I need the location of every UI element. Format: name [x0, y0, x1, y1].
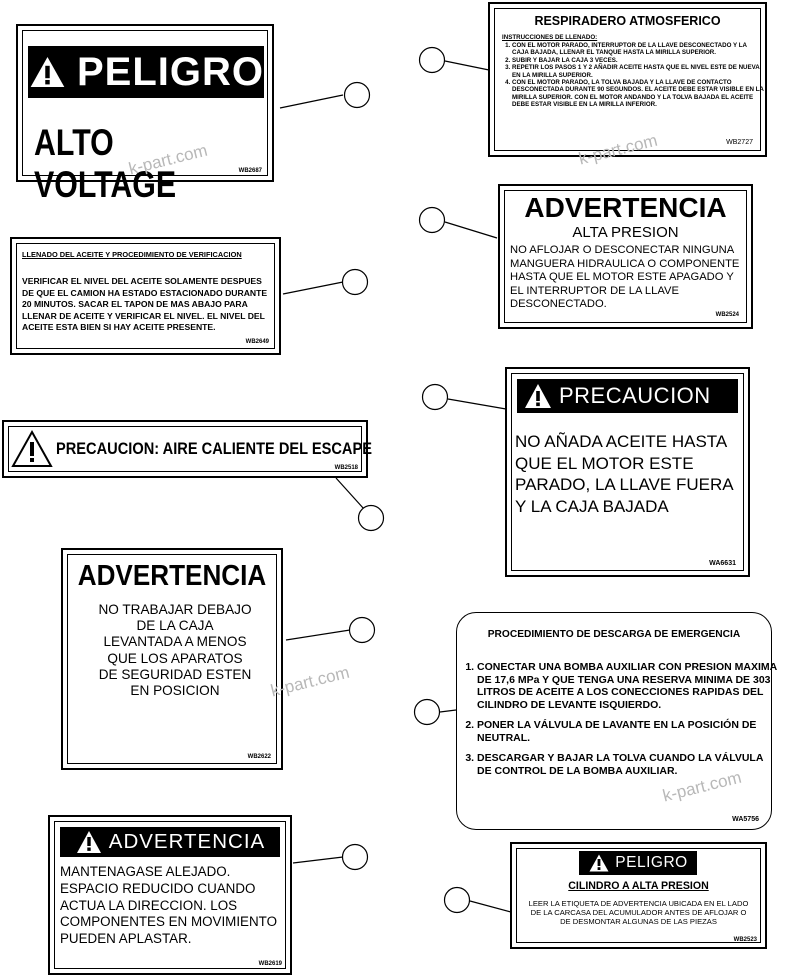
label-descarga-emergencia [456, 612, 777, 830]
label-advertencia-alta-presion [498, 184, 753, 329]
watermark: k-part.com [268, 662, 352, 701]
label-title: ADVERTENCIA [524, 192, 727, 223]
label-title: ADVERTENCIA [77, 560, 267, 592]
part-code: WB2687 [238, 168, 262, 174]
part-code: WB2523 [733, 937, 757, 943]
label-subtitle: ALTA PRESION [572, 224, 679, 241]
label-precaucion-aceite [505, 367, 750, 577]
part-code: WB2622 [247, 754, 271, 760]
label-body: NO TRABAJAR DEBAJO DE LA CAJA LEVANTADA A MENOS QUE LOS APARATOS DE SEGURIDAD ESTEN EN POSICION [98, 602, 252, 699]
banner-text: PELIGRO [76, 49, 264, 94]
label-body: LEER LA ETIQUETA DE ADVERTENCIA UBICADA EN EL LADO DE LA CARCASA DEL ACUMULADOR ANTES DE AFLOJAR O DE DESMONTAR ALGUNAS DE LAS PIEZAS [528, 899, 749, 926]
warning-triangle-icon [28, 52, 67, 92]
label-body: NO AFLOJAR O DESCONECTAR NINGUNA MANGUERA HIDRAULICA O COMPONENTE HASTA QUE EL MOTOR ESTE APAGADO Y EL INTERRUPTOR DE LA LLAVE DESCONECTADO. [510, 244, 740, 311]
label-title: RESPIRADERO ATMOSFERICO [534, 14, 721, 28]
advertencia-banner [60, 827, 280, 857]
callout-circle [343, 845, 368, 870]
leader-line [293, 857, 343, 863]
label-body: MANTENAGASE ALEJADO. ESPACIO REDUCIDO CUANDO ACTUA LA DIRECCION. LOS COMPONENTES EN MOVIMIENTO PUEDEN APLASTAR. [60, 864, 277, 947]
callout-circle [423, 385, 448, 410]
callout-circle [420, 48, 445, 73]
leader-line [440, 710, 456, 712]
leader-line [470, 901, 511, 912]
instructions-heading: INSTRUCCIONES DE LLENADO: [502, 34, 598, 41]
leader-line [336, 478, 364, 509]
warning-triangle-icon [588, 853, 610, 873]
part-code: WA5756 [732, 816, 759, 823]
list-item: 1. CON EL MOTOR PARADO, INTERRUPTOR DE LA LLAVE DESCONECTADO Y LA CAJA BAJADA, LLENAR EL TANQUE HASTA LA MIRILLA SUPERIOR. [512, 42, 764, 57]
leader-line [445, 222, 497, 238]
banner-text: PRECAUCION [559, 383, 711, 408]
label-body: NO AÑADA ACEITE HASTA QUE EL MOTOR ESTE PARADO, LA LLAVE FUERA Y LA CAJA BAJADA [515, 432, 733, 516]
watermark: k-part.com [660, 767, 744, 806]
label-body: VERIFICAR EL NIVEL DEL ACEITE SOLAMENTE DESPUES DE QUE EL CAMION HA ESTADO ESTACIONADO DURANTE 20 MINUTOS. SACAR EL TAPON DE MAS ABAJO PARA LLENAR DE ACEITE Y VERIFICAR EL NIVEL. EL NIVEL DEL ACEITE ESTA BIEN SI HAY ACEITE PRESENTE. [22, 276, 268, 332]
procedure-steps [461, 661, 779, 785]
callout-circle [345, 83, 370, 108]
watermark: k-part.com [126, 140, 210, 179]
label-llenado-aceite [10, 237, 281, 355]
label-subtitle: CILINDRO A ALTA PRESION [568, 880, 709, 892]
leader-line [283, 282, 343, 294]
instructions-list [502, 42, 764, 109]
callout-circle [415, 700, 440, 725]
list-item: 2. PONER LA VÁLVULA DE LAVANTE EN LA POSICIÓN DE NEUTRAL. [477, 719, 779, 744]
label-heading: LLENADO DEL ACEITE Y PROCEDIMIENTO DE VERIFICACION [22, 250, 242, 259]
peligro-banner [28, 46, 264, 98]
list-item: 3. REPETIR LOS PASOS 1 Y 2 AÑADIR ACEITE HASTA QUE EL NIVEL ESTE DE NUEVA EN LA MIRILLA SUPERIOR. [512, 64, 764, 79]
warning-triangle-icon [75, 829, 103, 855]
callout-circle [350, 618, 375, 643]
part-code: WB2518 [334, 465, 358, 471]
leader-line [280, 95, 343, 108]
leader-line [445, 61, 489, 70]
warning-triangle-icon [523, 382, 553, 410]
label-advertencia-alejado [48, 815, 292, 975]
list-item: 1. CONECTAR UNA BOMBA AUXILIAR CON PRESION MAXIMA DE 17,6 MPa Y QUE TENGA UNA RESERVA MINIMA DE 303 LITROS DE ACEITE A LOS CONECCIONES RAPIDAS DEL CILINDRO DE LEVANTE ISQUIERDO. [477, 661, 779, 711]
list-item: 3. DESCARGAR Y BAJAR LA TOLVA CUANDO LA VÁLVULA DE CONTROL DE LA BOMBA AUXILIAR. [477, 752, 779, 777]
leader-line [448, 399, 506, 409]
label-precaucion-escape [2, 420, 372, 478]
callout-circle [445, 888, 470, 913]
watermark: k-part.com [576, 130, 660, 169]
leader-line [286, 630, 350, 640]
precaucion-banner [517, 379, 738, 413]
part-code: WB2649 [245, 339, 269, 345]
label-advertencia-caja [61, 548, 283, 770]
label-respiradero-atmosferico [488, 2, 767, 157]
label-title: ALTO VOLTAGE [34, 122, 177, 205]
peligro-banner [579, 851, 697, 875]
banner-text: ADVERTENCIA [108, 830, 266, 853]
callout-circle [420, 208, 445, 233]
part-code: WB2619 [258, 961, 282, 967]
part-code: WB2524 [715, 312, 739, 318]
list-item: 2. SUBIR Y BAJAR LA CAJA 3 VECES. [512, 57, 764, 64]
label-peligro-cilindro [510, 842, 767, 949]
label-title: PRECAUCION: AIRE CALIENTE DEL ESCAPE [56, 439, 372, 458]
label-title: PROCEDIMIENTO DE DESCARGA DE EMERGENCIA [487, 629, 741, 640]
part-code: WA6631 [709, 560, 736, 567]
part-code: WB2727 [726, 139, 753, 146]
callout-circle [343, 270, 368, 295]
list-item: 4. CON EL MOTOR PARADO, LA TOLVA BAJADA Y LA LLAVE DE CONTACTO DESCONECTADA DURANTE 90 SEGUNDOS. EL ACEITE DEBE ESTAR VISIBLE EN LA MIRILLA SUPERIOR. CON EL MOTOR ANDANDO Y LA TOLVA BAJADA EL ACEITE DEBE ESTAR VISIBLE EN LA MIRILLA INFERIOR. [512, 79, 764, 109]
callout-circle [359, 506, 384, 531]
banner-text: PELIGRO [615, 854, 688, 871]
warning-triangle-icon [10, 429, 54, 469]
